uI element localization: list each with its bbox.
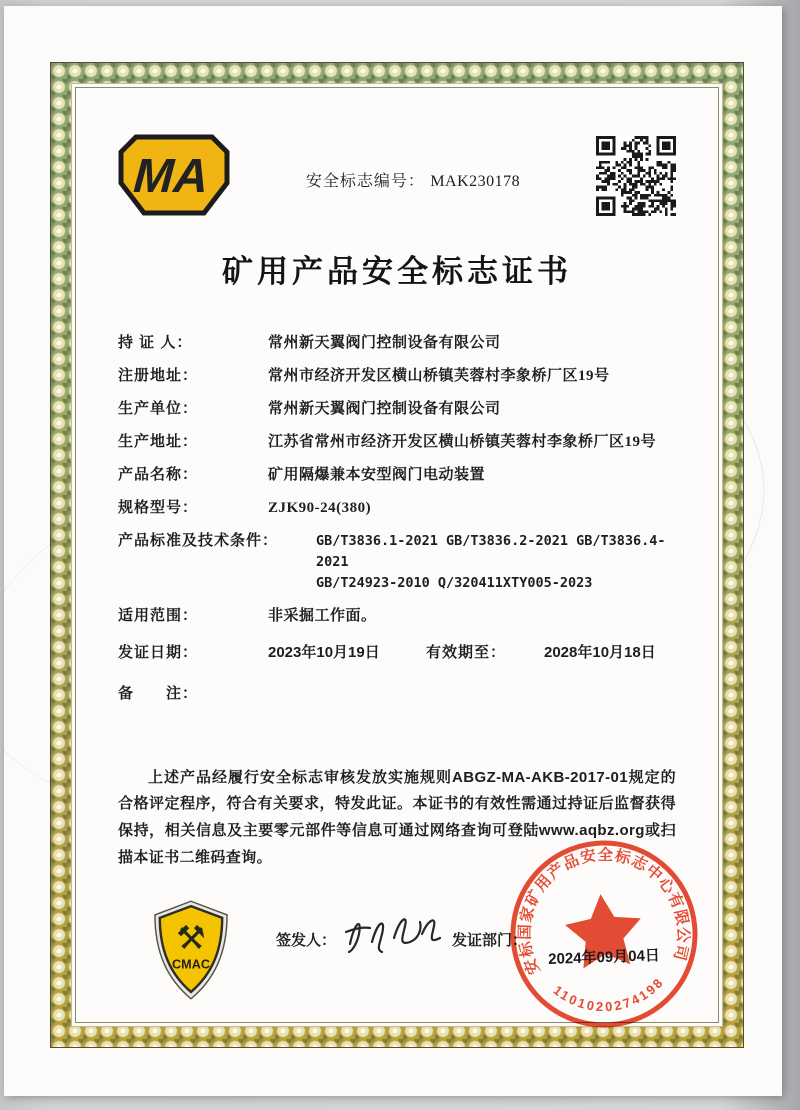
- field-row-remarks: [118, 682, 676, 703]
- issue-date-value: 2023年10月19日: [268, 643, 380, 661]
- ma-logo-text: MA: [131, 150, 211, 203]
- qr-code-icon: [596, 136, 676, 216]
- ornate-border-frame: [50, 62, 744, 1048]
- field-label: 注册地址：: [118, 367, 199, 384]
- handwritten-signature: [342, 908, 446, 958]
- certificate-statement: 上述产品经履行安全标志审核发放实施规则ABGZ-MA-AKB-2017-01规定的合格评定程序，符合有关要求，特发此证。本证书的有效性需通过持证后监督获得保持，相关信息及主要零元部件等信息可通过网络查询可登陆www.aqbz.org或扫描本证书二维码查询。: [118, 768, 676, 866]
- seal-company-name: 安标国家矿用产品安全标志中心有限公司: [516, 846, 692, 977]
- field-label: 适用范围：: [118, 606, 199, 624]
- field-value: ZJK90-24(380): [268, 500, 372, 516]
- field-label: 产品标准及技术条件：: [118, 532, 279, 549]
- standards-line-2: GB/T24923-2010 Q/320411XTY005-2023: [316, 574, 593, 591]
- official-red-seal: [498, 827, 710, 1039]
- cert-number-label: 安全标志编号：: [305, 173, 425, 190]
- cert-number-value: MAK230178: [430, 173, 521, 190]
- field-row-holder: [118, 331, 676, 352]
- field-value: 常州新天翼阀门控制设备有限公司: [268, 335, 501, 351]
- field-label: 规格型号：: [118, 499, 199, 516]
- field-value: 常州市经济开发区横山桥镇芙蓉村李象桥厂区19号: [268, 368, 610, 384]
- seal-date: 2024年09月04日: [547, 946, 661, 968]
- field-label: 持 证 人：: [118, 334, 193, 351]
- cmac-logo-text: CMAC: [172, 957, 210, 972]
- valid-until-value: 2028年10月18日: [544, 643, 656, 661]
- field-row-reg-address: [118, 364, 676, 385]
- field-value: 常州新天翼阀门控制设备有限公司: [268, 401, 501, 417]
- field-row-model: [118, 496, 676, 517]
- ma-mining-safety-logo-icon: [118, 134, 230, 216]
- certificate-header: [118, 134, 676, 216]
- field-label: 生产单位：: [118, 400, 199, 417]
- field-value: 江苏省常州市经济开发区横山桥镇芙蓉村李象桥厂区19号: [268, 434, 657, 450]
- cert-number-line: [230, 168, 596, 191]
- certificate-footer: [118, 846, 692, 1110]
- field-label: 产品名称：: [118, 466, 199, 483]
- field-row-prod-address: [118, 430, 676, 451]
- cmac-shield-logo-icon: [152, 900, 230, 1000]
- field-value: [316, 531, 676, 594]
- crossed-tools-icon: ⚒: [176, 919, 206, 957]
- signature-row: [276, 922, 527, 958]
- issue-date-label: 发证日期：: [118, 643, 199, 661]
- field-row-scope: [118, 604, 676, 625]
- certificate-body: [75, 87, 719, 1023]
- remarks-label: 备 注：: [118, 684, 199, 702]
- field-label: 生产地址：: [118, 433, 199, 450]
- valid-until-label: 有效期至：: [426, 643, 507, 661]
- certificate-title: 矿用产品安全标志证书: [222, 254, 572, 289]
- certificate-fields: [118, 331, 676, 703]
- field-row-standards: [118, 529, 676, 594]
- signer-label: 签发人：: [276, 932, 337, 950]
- seal-serial-number: 1101020274198: [550, 973, 668, 1014]
- field-row-product-name: [118, 463, 676, 484]
- field-value: 矿用隔爆兼本安型阀门电动装置: [268, 467, 486, 483]
- certificate-page: [4, 6, 782, 1096]
- field-value: 非采掘工作面。: [268, 607, 377, 624]
- field-row-dates: [118, 641, 676, 662]
- standards-line-1: GB/T3836.1-2021 GB/T3836.2-2021 GB/T3836.4-2021: [316, 533, 666, 570]
- issuing-dept-label: 发证部门：: [452, 932, 528, 950]
- field-row-manufacturer: [118, 397, 676, 418]
